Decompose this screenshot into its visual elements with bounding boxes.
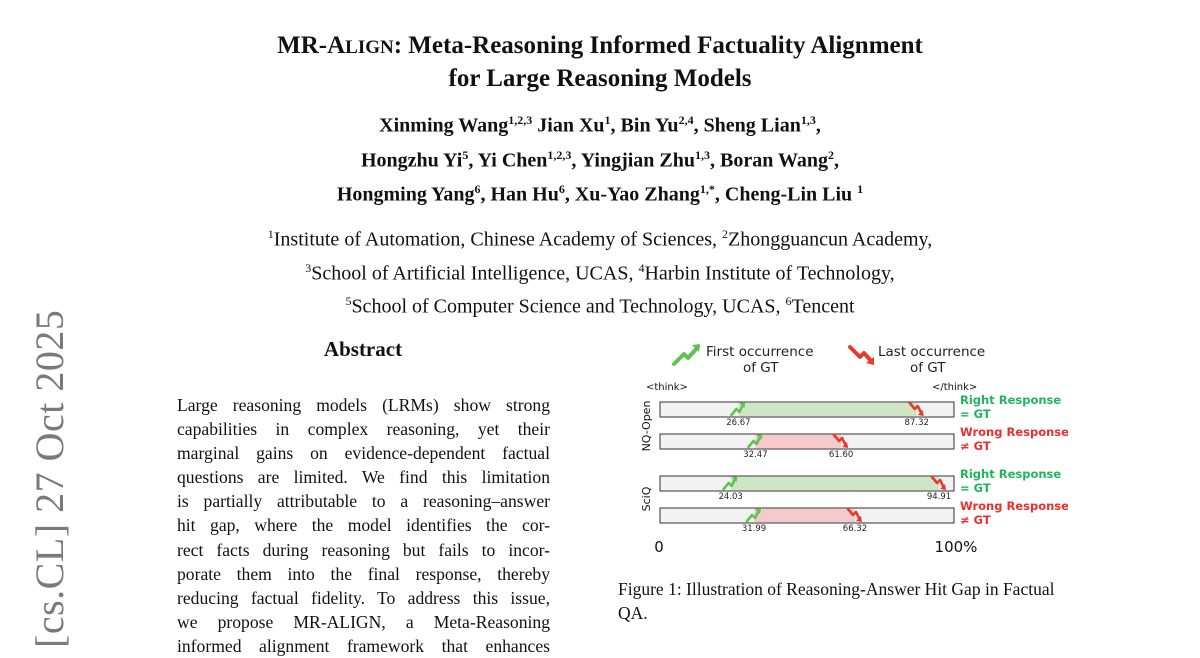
gt-span-fill <box>738 403 916 417</box>
author-name: Bin Yu <box>620 114 679 137</box>
response-label: = GT <box>960 407 991 421</box>
affiliation-text: Tencent <box>791 295 855 318</box>
author-name: Jian Xu <box>537 114 605 137</box>
author-separator: , <box>815 114 821 137</box>
response-label: Wrong Response <box>960 425 1068 439</box>
response-label: Right Response <box>960 467 1062 481</box>
affiliation-mark: 3 <box>305 260 312 275</box>
legend-last-label: of GT <box>910 360 946 376</box>
first-occurrence-value: 26.67 <box>726 418 751 428</box>
think-close-tag: </think> <box>932 382 978 393</box>
abstract-line: porate them into the final response, thereby <box>177 563 550 584</box>
affiliation-text: Harbin Institute of Technology, <box>644 262 895 285</box>
affiliation-list <box>0 220 1200 321</box>
title-line-2: for Large Reasoning Models <box>448 65 752 92</box>
author-name: Boran Wang <box>720 149 828 172</box>
response-label: Right Response <box>960 393 1062 407</box>
author-separator: , <box>714 183 725 206</box>
author-name: Han Hu <box>490 183 559 206</box>
legend-last-icon <box>850 347 874 365</box>
first-occurrence-value: 31.99 <box>741 524 767 534</box>
response-label: ≠ GT <box>960 439 991 453</box>
affiliation-line <box>0 220 1200 254</box>
author-name: Hongzhu Yi <box>361 149 463 172</box>
legend-last-label: Last occurrence <box>878 344 986 360</box>
abstract-line: Large reasoning models (LRMs) show strong <box>177 395 550 415</box>
author-affiliation-mark: 6 <box>558 182 565 197</box>
author-separator: , <box>571 149 581 172</box>
author-separator: , <box>834 149 839 172</box>
author-affiliation-mark: 5 <box>462 147 469 162</box>
legend-first-icon <box>674 344 700 364</box>
affiliation-text: School of Computer Science and Technology, UCAS, <box>351 295 786 318</box>
first-occurrence-value: 32.47 <box>743 450 768 460</box>
axis-max-label: 100% <box>934 538 978 556</box>
arxiv-stamp: [cs.CL] 27 Oct 2025 <box>27 309 72 648</box>
response-label: ≠ GT <box>960 513 991 527</box>
response-label: = GT <box>960 481 991 495</box>
author-name: Sheng Lian <box>703 114 801 137</box>
gt-span-fill <box>754 509 855 523</box>
think-open-tag: <think> <box>646 382 688 393</box>
affiliation-mark: 5 <box>345 294 352 309</box>
axis-min-label: 0 <box>654 538 664 556</box>
author-affiliation-mark: 1 <box>857 182 864 197</box>
affiliation-text: School of Artificial Intelligence, UCAS, <box>311 262 639 285</box>
author-affiliation-mark: 1,2,3 <box>508 113 533 127</box>
abstract-heading: Abstract <box>323 337 403 361</box>
author-affiliation-mark: 1,3 <box>800 113 816 127</box>
abstract-line: we propose MR-ALIGN, a Meta-Reasoning <box>177 611 550 632</box>
affiliation-line <box>0 254 1200 288</box>
abstract-line: informed alignment framework that enhances <box>177 635 550 656</box>
last-occurrence-value: 87.32 <box>904 418 929 428</box>
abstract-line: questions are limited. We find this limitation <box>177 467 550 488</box>
affiliation-mark: 6 <box>785 294 792 309</box>
title-line-1: MR-ALIGN: Meta-Reasoning Informed Factuality Alignment <box>277 32 923 59</box>
author-affiliation-mark: 2,4 <box>678 113 694 127</box>
author-line <box>0 175 1200 210</box>
gt-span-fill <box>731 477 939 491</box>
abstract-line: rect facts during reasoning but fails to incor- <box>177 539 550 560</box>
affiliation-mark: 2 <box>722 227 729 241</box>
response-label: Wrong Response <box>960 499 1068 513</box>
author-affiliation-mark: 2 <box>828 147 834 162</box>
figure-1 <box>628 334 1068 566</box>
affiliation-line <box>0 287 1200 321</box>
abstract-body <box>177 393 550 658</box>
author-name: Yi Chen <box>477 149 548 172</box>
affiliation-text: Zhongguancun Academy, <box>728 228 933 251</box>
legend-first-label: First occurrence <box>706 344 814 360</box>
paper-title <box>0 30 1200 94</box>
gt-span-fill <box>755 435 841 449</box>
last-occurrence-value: 94.91 <box>926 492 952 502</box>
legend-first-label: of GT <box>743 360 779 376</box>
author-separator: , <box>468 149 478 172</box>
group-label-sciq: SciQ <box>640 486 653 512</box>
author-name: Yingjian Zhu <box>580 149 695 172</box>
author-line <box>0 141 1200 176</box>
abstract-line: marginal gains on evidence-dependent factual <box>177 443 550 464</box>
author-name: Cheng-Lin Liu <box>724 183 858 206</box>
last-occurrence-value: 61.60 <box>828 450 854 460</box>
author-separator: , <box>710 149 720 172</box>
group-label-nq-open: NQ-Open <box>640 400 653 452</box>
abstract-line: reducing factual fidelity. To address this issue, <box>177 587 550 608</box>
figure-caption: Figure 1: Illustration of Reasoning-Answer Hit Gap in Factual QA. <box>618 579 1055 623</box>
author-name: Xu-Yao Zhang <box>574 183 700 206</box>
last-occurrence-value: 66.32 <box>842 524 868 534</box>
abstract-line: hit gap, where the model identifies the cor- <box>177 515 550 536</box>
author-separator: , <box>564 183 575 206</box>
author-affiliation-mark: 1 <box>604 113 611 127</box>
author-line <box>0 106 1200 141</box>
author-separator: , <box>610 114 621 137</box>
abstract-line: is partially attributable to a reasoning–answer <box>177 491 550 512</box>
author-affiliation-mark: 1,2,3 <box>547 147 572 162</box>
abstract-line: capabilities in complex reasoning, yet their <box>177 419 550 440</box>
author-affiliation-mark: 6 <box>474 182 481 197</box>
author-affiliation-mark: 1,* <box>699 182 715 197</box>
author-name: Hongming Yang <box>336 183 475 206</box>
author-affiliation-mark: 1,3 <box>695 147 710 162</box>
author-list <box>0 106 1200 210</box>
affiliation-text: Institute of Automation, Chinese Academy of Sciences, <box>273 228 723 251</box>
affiliation-mark: 4 <box>638 260 645 275</box>
affiliation-mark: 1 <box>267 227 274 241</box>
hit-gap-chart <box>628 334 1068 566</box>
author-name: Xinming Wang <box>379 114 509 137</box>
author-separator: , <box>480 183 491 206</box>
author-separator: , <box>693 114 704 137</box>
first-occurrence-value: 24.03 <box>718 492 743 502</box>
